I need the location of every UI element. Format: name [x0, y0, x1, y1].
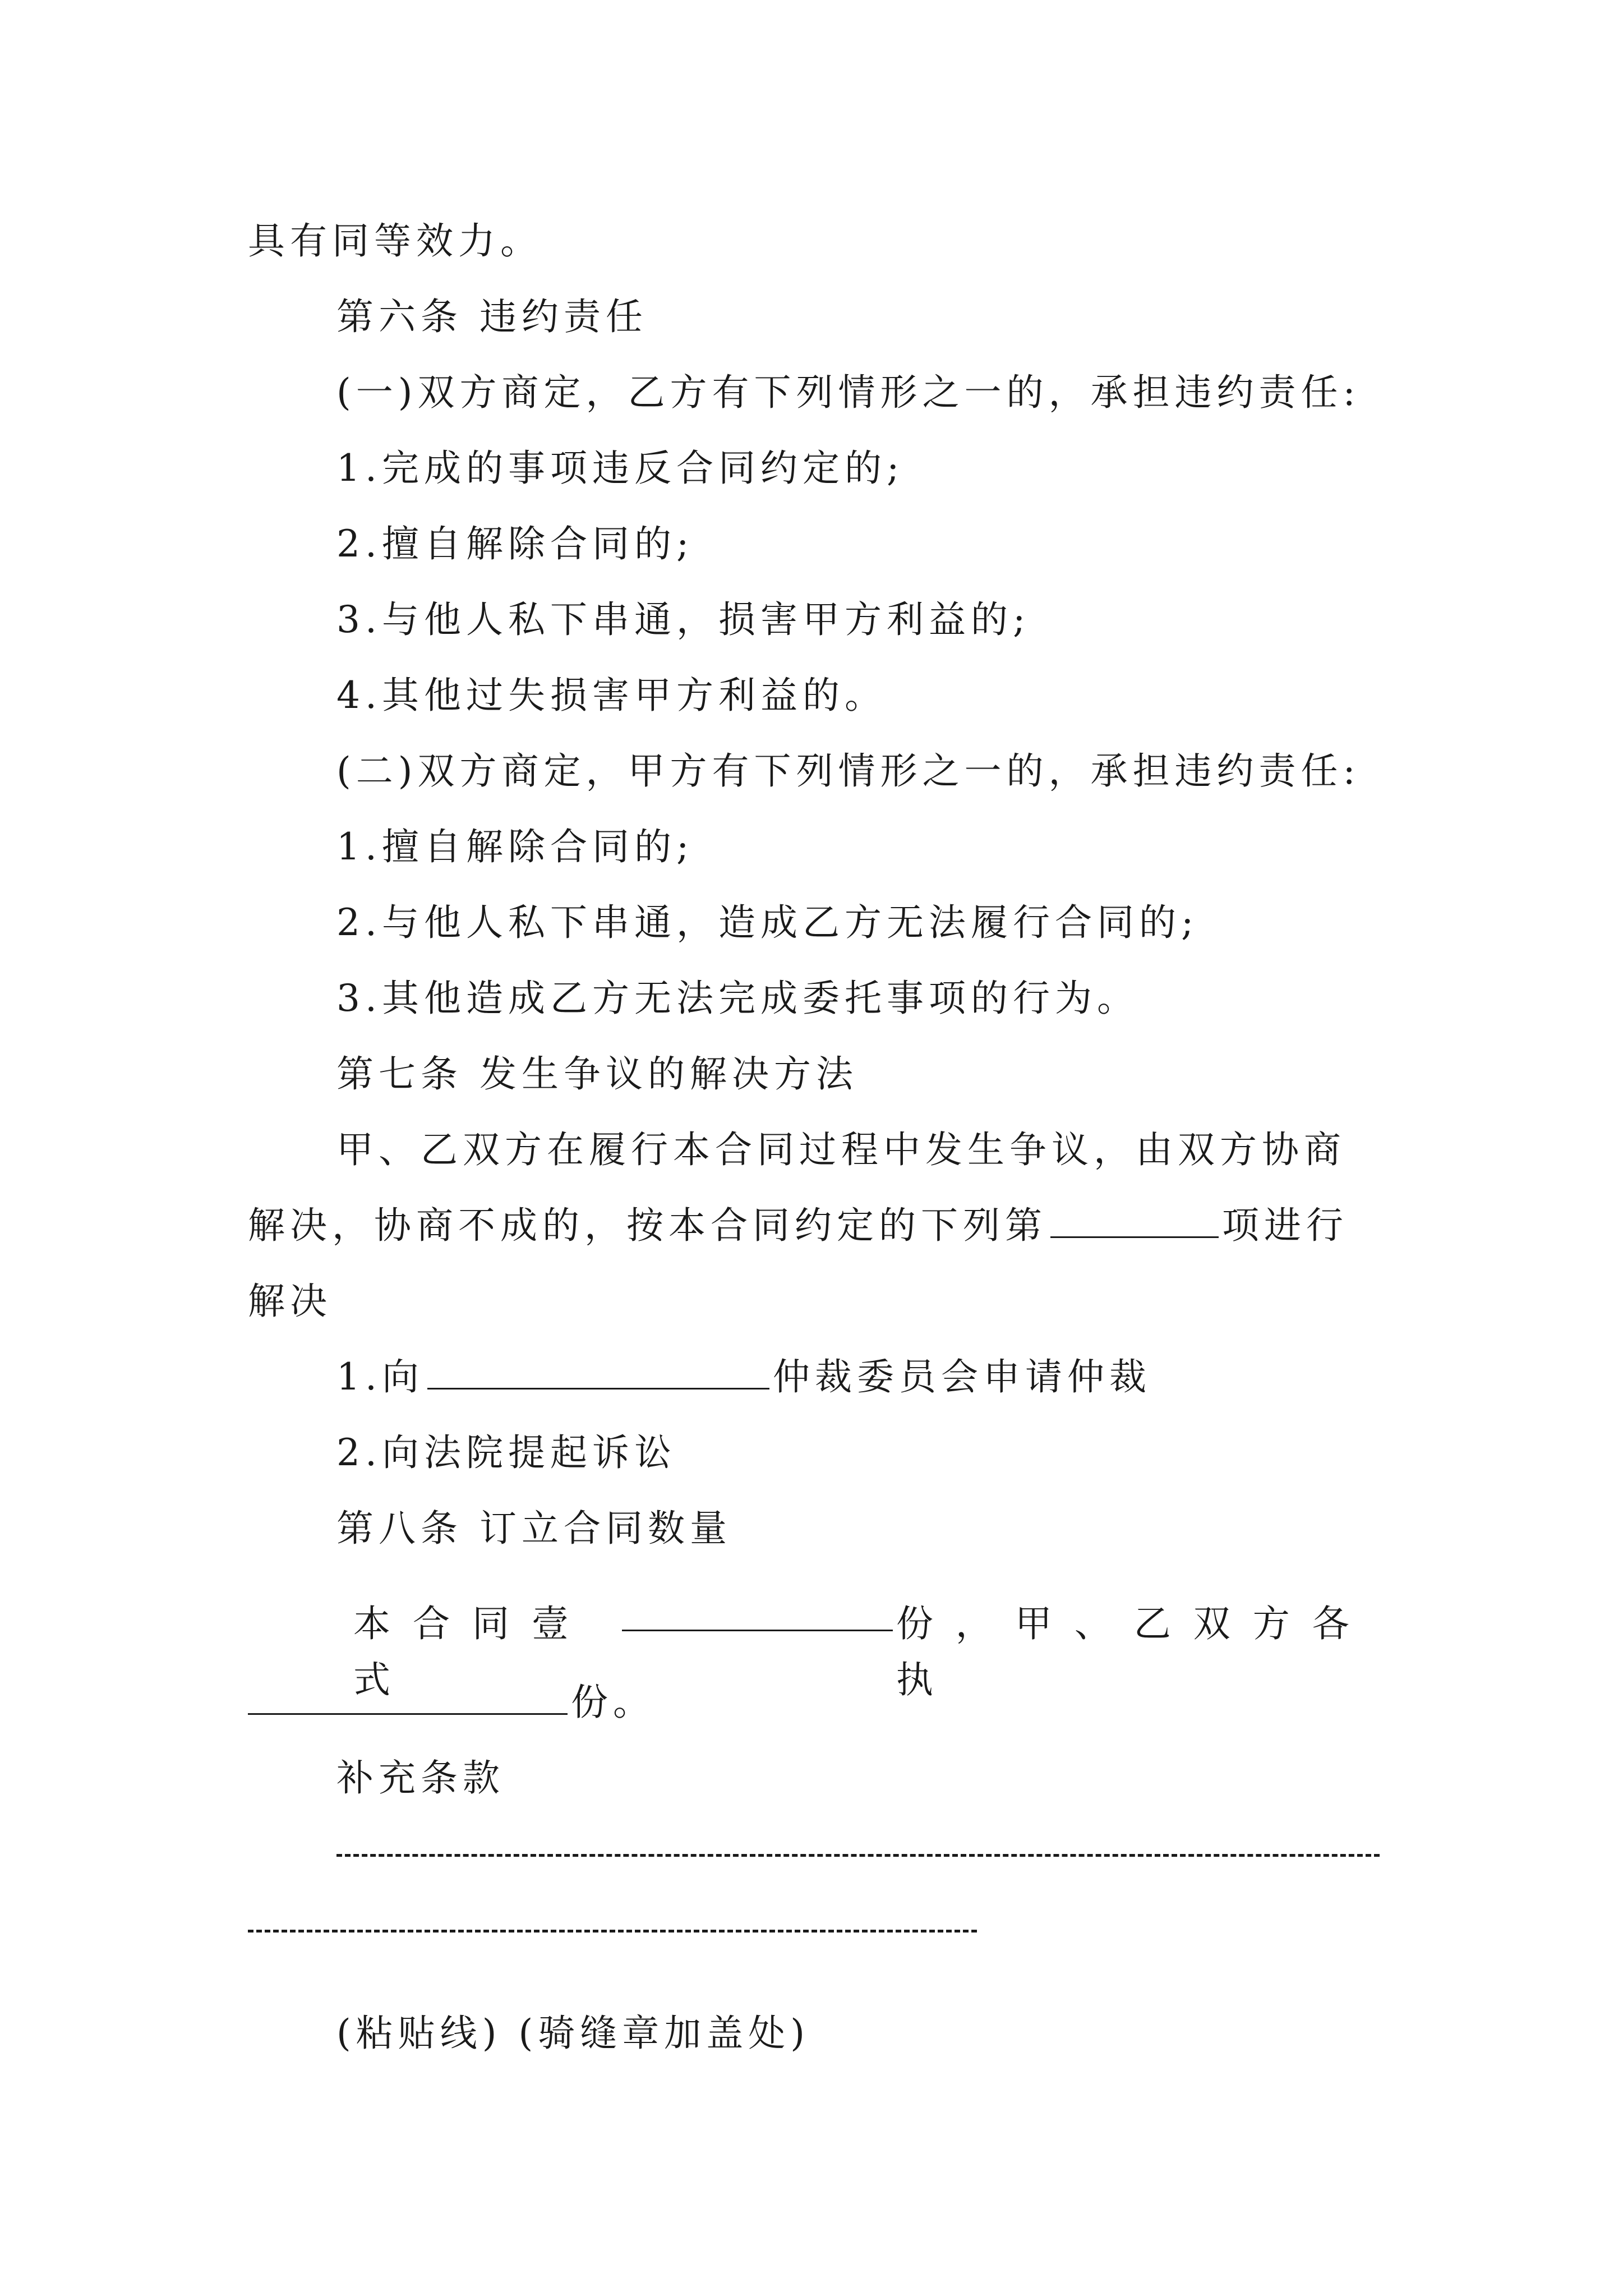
list-item: 2.向法院提起诉讼	[336, 1431, 676, 1474]
paragraph-text: 1.向	[336, 1355, 424, 1398]
paragraph-line	[248, 1198, 1348, 1254]
paragraph-line: (二)双方商定，甲方有下列情形之一的，承担违约责任:	[336, 749, 1361, 793]
list-item: 2.与他人私下串通，造成乙方无法履行合同的;	[336, 901, 1199, 944]
article-7-heading: 第七条 发生争议的解决方法	[336, 1052, 858, 1096]
fill-in-blank-arbitration-commission	[427, 1354, 769, 1389]
paragraph-text: 份，甲、乙双方各执	[896, 1602, 1372, 1701]
dashed-separator-line	[336, 1854, 1380, 1857]
paragraph-text: 份。	[571, 1681, 655, 1724]
list-item: 3.其他造成乙方无法完成委托事项的行为。	[336, 977, 1139, 1020]
paragraph-text: 项进行	[1222, 1204, 1348, 1247]
list-item: 1.擅自解除合同的;	[336, 825, 694, 868]
fill-in-blank-item-number	[1050, 1203, 1219, 1238]
paragraph-line: 具有同等效力。	[248, 219, 542, 263]
paragraph-line: (一)双方商定，乙方有下列情形之一的，承担违约责任:	[336, 371, 1361, 414]
paragraph-text: 本合同壹式	[353, 1602, 591, 1701]
dashed-separator-line	[248, 1930, 977, 1932]
list-item: 3.与他人私下串通，损害甲方利益的;	[336, 598, 1031, 641]
paragraph-line: 甲、乙双方在履行本合同过程中发生争议，由双方协商	[336, 1128, 1346, 1171]
paragraph-text: 仲裁委员会申请仲裁	[772, 1355, 1151, 1398]
list-item: 4.其他过失损害甲方利益的。	[336, 674, 887, 717]
paragraph-line	[248, 1674, 655, 1731]
fill-in-blank-total-copies	[622, 1596, 892, 1631]
list-item: 1.完成的事项违反合同约定的;	[336, 447, 905, 490]
paragraph-line: 解决	[248, 1280, 332, 1323]
list-item	[336, 1349, 1151, 1405]
paragraph-text: 解决，协商不成的，按本合同约定的下列第	[248, 1204, 1047, 1247]
fill-in-blank-copies-each	[248, 1680, 568, 1715]
article-8-heading: 第八条 订立合同数量	[336, 1507, 732, 1550]
list-item: 2.擅自解除合同的;	[336, 522, 694, 565]
supplementary-clauses-heading: 补充条款	[336, 1756, 505, 1800]
article-6-heading: 第六条 违约责任	[336, 295, 648, 338]
seal-placement-note: (粘贴线) (骑缝章加盖处)	[336, 2012, 810, 2055]
